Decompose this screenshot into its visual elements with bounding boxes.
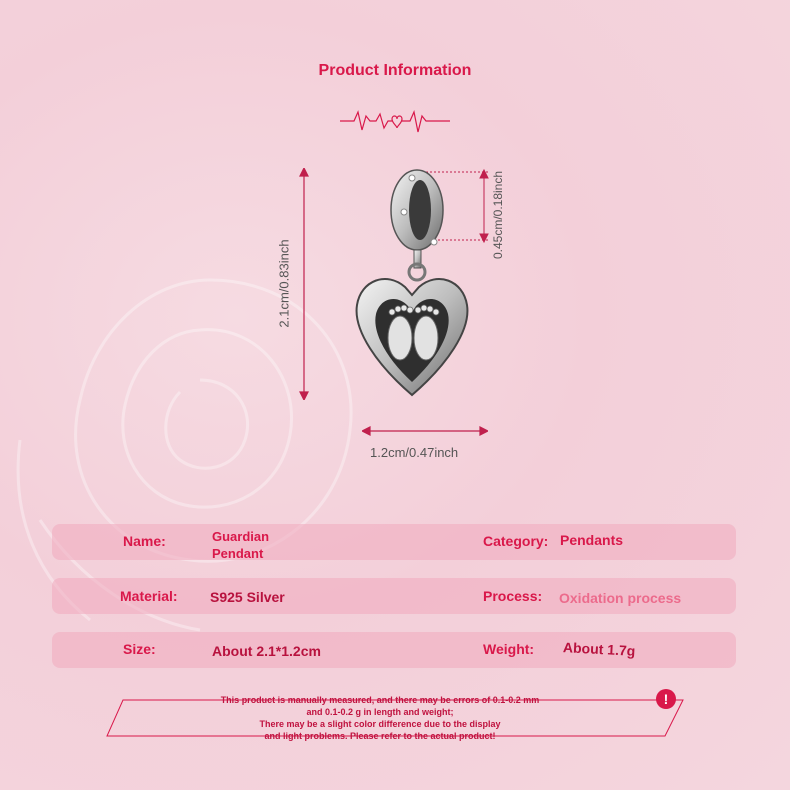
- material-label: Material:: [120, 588, 178, 604]
- weight-label: Weight:: [483, 641, 535, 657]
- notice-text: [150, 694, 610, 742]
- notice-line-2: and 0.1-0.2 g in length and weight;: [306, 707, 454, 717]
- process-value: Oxidation process: [559, 590, 682, 606]
- height-dimension-arrow: [296, 168, 312, 400]
- size-label: Size:: [123, 641, 156, 657]
- name-label: Name:: [123, 533, 166, 549]
- width-dimension-arrow: [362, 424, 488, 438]
- size-value: About 2.1*1.2cm: [212, 643, 321, 659]
- name-value-line1: Guardian: [212, 529, 270, 544]
- heart-footprint-charm-image: [352, 160, 472, 400]
- bail-dimension-label: 0.45cm/0.18inch: [491, 170, 505, 260]
- category-value: Pendants: [560, 532, 624, 548]
- warning-icon: !: [656, 689, 676, 709]
- notice-line-3: There may be a slight color difference due to the display: [259, 719, 501, 729]
- notice-line-1: This product is manually measured, and there may be errors of 0.1-0.2 mm: [220, 695, 540, 705]
- notice-line-4: and light problems. Please refer to the actual product!: [264, 731, 496, 741]
- heartbeat-divider-icon: [340, 106, 450, 136]
- width-dimension-label: 1.2cm/0.47inch: [370, 445, 459, 460]
- height-dimension-label: 2.1cm/0.83inch: [276, 239, 292, 328]
- process-label: Process:: [483, 588, 543, 604]
- page-title: Product Information: [318, 62, 472, 79]
- weight-value: About 1.7g: [562, 639, 636, 659]
- name-value-line2: Pendant: [212, 546, 264, 561]
- category-label: Category:: [483, 533, 549, 549]
- material-value: S925 Silver: [210, 589, 285, 605]
